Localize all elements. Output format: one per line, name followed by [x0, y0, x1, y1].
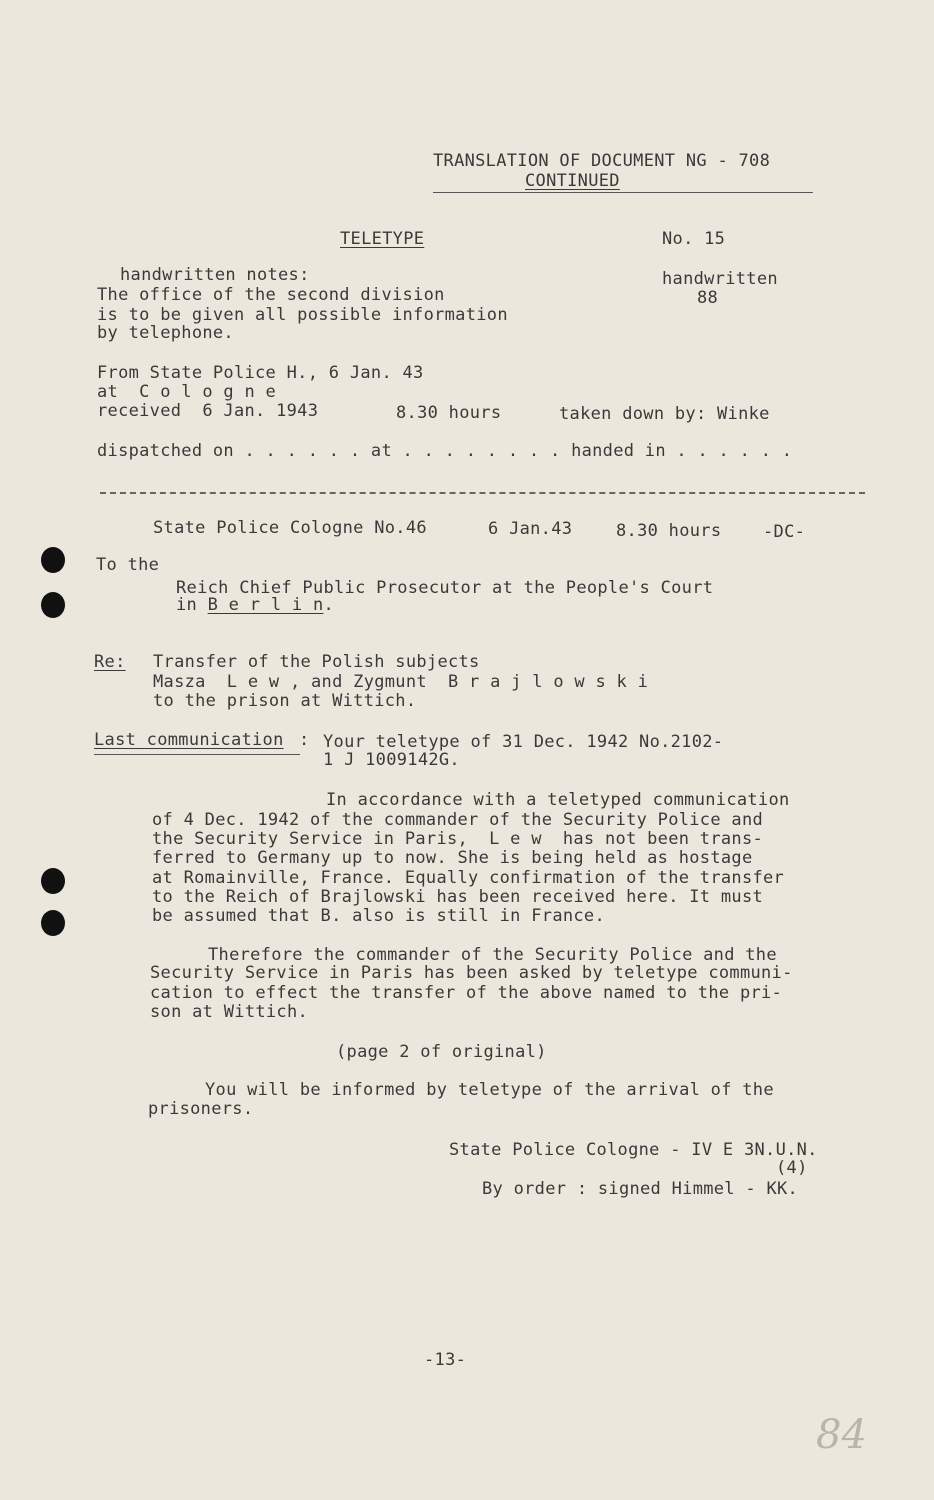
header-rule: [433, 192, 813, 193]
notes-line: The office of the second division: [97, 285, 445, 305]
dispatched-line: dispatched on . . . . . . at . . . . . . . . handed in . . . . . .: [97, 441, 793, 461]
page-note: (page 2 of original): [336, 1042, 547, 1062]
body-line: Security Service in Paris has been asked by teletype communi-: [150, 963, 793, 983]
message-origin: State Police Cologne No.46: [153, 518, 427, 538]
signature-line: By order : signed Himmel - KK.: [482, 1179, 799, 1199]
at-line: at C o l o g n e: [97, 382, 277, 402]
re-line: Transfer of the Polish subjects: [153, 652, 480, 672]
body-line: of 4 Dec. 1942 of the commander of the Security Police and: [152, 810, 764, 830]
body-line: to the Reich of Brajlowski has been received here. It must: [152, 887, 764, 907]
recipient-place: B e r l i n: [207, 595, 324, 615]
last-communication-rule: [94, 754, 300, 755]
document-title: TRANSLATION OF DOCUMENT NG - 708: [433, 151, 771, 171]
last-communication-line: Your teletype of 31 Dec. 1942 No.2102-: [323, 732, 724, 752]
recipient-place-prefix: in: [176, 595, 208, 615]
last-communication-colon: :: [299, 730, 310, 750]
re-label: Re:: [94, 652, 126, 672]
notes-line: by telephone.: [97, 323, 234, 343]
notes-label: handwritten notes:: [120, 265, 310, 285]
handwritten-label: handwritten: [662, 269, 778, 289]
signature-reference: (4): [776, 1158, 808, 1178]
recipient: Reich Chief Public Prosecutor at the People's Court: [176, 578, 714, 598]
message-code: -DC-: [763, 522, 806, 542]
punch-hole: [41, 592, 65, 618]
body-line: In accordance with a teletyped communication: [326, 790, 790, 810]
recipient-place-suffix: .: [323, 595, 335, 615]
received-line: received 6 Jan. 1943: [97, 401, 319, 421]
body-line: ferred to Germany up to now. She is being held as hostage: [152, 848, 753, 868]
message-date: 6 Jan.43: [488, 519, 573, 539]
form-type-label: TELETYPE: [340, 229, 425, 249]
recipient-place-line: [176, 596, 334, 616]
punch-hole: [41, 868, 65, 894]
body-line: You will be informed by teletype of the arrival of the: [205, 1080, 774, 1100]
body-line: Therefore the commander of the Security Police and the: [208, 945, 777, 965]
handwritten-number: 88: [697, 288, 719, 308]
notes-line: is to be given all possible information: [97, 305, 508, 325]
to-label: To the: [96, 555, 160, 575]
from-line: From State Police H., 6 Jan. 43: [97, 363, 424, 383]
form-number: No. 15: [662, 229, 726, 249]
body-line: at Romainville, France. Equally confirmation of the transfer: [152, 868, 785, 888]
body-line: the Security Service in Paris, L e w has not been trans-: [152, 829, 764, 849]
signature-office: State Police Cologne - IV E 3N.U.N.: [449, 1140, 818, 1160]
punch-hole: [41, 547, 65, 573]
separator-dashed-line: [100, 492, 865, 494]
document-subtitle: CONTINUED: [525, 171, 620, 191]
punch-hole: [41, 910, 65, 936]
last-communication-line: 1 J 1009142G.: [323, 750, 460, 770]
page-number: -13-: [424, 1350, 467, 1370]
re-line: to the prison at Wittich.: [153, 691, 417, 711]
taken-down-by: taken down by: Winke: [559, 404, 770, 424]
handwritten-folio: 84: [816, 1412, 867, 1458]
body-line: cation to effect the transfer of the above named to the pri-: [150, 983, 783, 1003]
re-line: Masza L e w , and Zygmunt B r a j l o w s k i: [153, 672, 649, 692]
body-line: be assumed that B. also is still in France.: [152, 906, 605, 926]
body-line: prisoners.: [148, 1099, 254, 1119]
received-time: 8.30 hours: [396, 403, 502, 423]
message-time: 8.30 hours: [616, 521, 722, 541]
body-line: son at Wittich.: [150, 1002, 309, 1022]
last-communication-label: Last communication: [94, 730, 284, 750]
